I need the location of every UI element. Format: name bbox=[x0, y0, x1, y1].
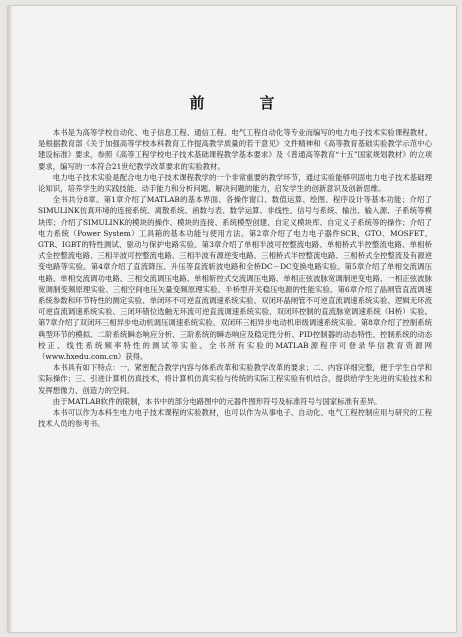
preface-paragraph-4: 本书具有如下特点：一、紧密配合教学内容与体系改革和实验教学改革的要求；二、内容详细完整，便于学生自学和实际操作；三、引进计算机仿真技术，将计算机仿真实验与传统的实际工程实验有机结合，提供给学生先进的实验技术和发挥想像力、创造力的空间。 bbox=[38, 363, 432, 395]
preface-paragraph-6: 本书可以作为本科生电力电子技术课程的实验教材，也可以作为从事电子、自动化、电气工程控制应用与研究的工程技术人员的参考书。 bbox=[38, 408, 432, 429]
page-title: 前 言 bbox=[189, 94, 295, 112]
preface-body bbox=[38, 127, 432, 429]
preface-paragraph-1: 本书是为高等学校自动化、电子信息工程、通信工程、电气工程自动化等专业而编写的电力电子技术实验课程教材。是根据教育部《关于加强高等学校本科教育工作提高教学质量的若干意见》文件精神和《高等教育基础实验教学示范中心建设标准》要求，参照《高等工程学校电子技术基础课程教学基本要求》及《普通高等教育“十五”国家规划教材》的立项要求，编写的一本符合21世纪教学改革要求的实验教材。 bbox=[38, 128, 432, 171]
book-page bbox=[8, 6, 456, 632]
preface-paragraph-5: 由于MATLAB软件的限制，本书中的部分电路图中的元器件图形符号及标准符号与国家标准有差异。 bbox=[52, 396, 382, 406]
preface-paragraph-2: 电力电子技术实验是配合电力电子技术课程教学的一个非常重要的教学环节，通过实验能够巩固电力电子技术基础理论知识，培养学生的实践技能、动手能力和分析问题、解决问题的能力，启发学生的创新意识及创新思维。 bbox=[38, 172, 432, 194]
preface-paragraph-3: 全书共分8章。第1章介绍了MATLAB的基本界面、各操作窗口、数值运算、绘图、程序设计等基本功能；介绍了SIMULINK仿真环境的连接系统、离散系统、函数与表、数学运算、非线性、信号与系统、输出、输入源、子系统等模块库；介绍了SIMULINK的模块的操作、模块的连接、系统模型创建、自定义模块库、自定义子系统等的操作；介绍了电力系统（Power System）工具箱的基本功能与使用方法。第2章介绍了电力电子器件SCR、GTO、MOSFET、GTR、IGBT的特性测试、驱动与保护电路实验。第3章介绍了单相半波可控整流电路、单相桥式半控整流电路、单相桥式全控整流电路、三相半波可控整流电路、三相半波有源逆变电路、三相桥式半控整流电路、三相桥式全控整流及有源逆变电路等实验。第4章介绍了直流降压、升压等直流斩波电路和全桥DC－DC变换电路实验。第5章介绍了单相交流调压电路、单相交流调功电路、三相交流调压电路、单相斩控式交流调压电路、单相正弦波脉宽调制逆变电路、一相正弦波脉宽调制变频原理实验、三相空间电压矢量变频原理实验、半桥型开关稳压电源的性能实验。第6章介绍了晶闸管直流调速系统参数和环节特性的测定实验、单闭环不可逆直流调速系统实验、双闭环晶闸管不可逆直流调速系统实验、逻辑无环流可逆直流调速系统实验、三闭环错位选触无环流可逆直流调速系统实验、双闭环控制的直流脉宽调速系统（H桥）实验。第7章介绍了双闭环三相异步电动机调压调速系统实验、双闭环三相异步电动机串级调速系统实验。第8章介绍了控制系统典型环节的模拟、二阶系统瞬态响应分析、三阶系统的瞬态响应及稳定性分析、PID控制器的动态特性、控制系统的动态校正、线性系统频率特性的测试等实验。全书所有实验的MATLAB源程序可登录华信教育资源网（www.hxedu.com.cn）获得。 bbox=[38, 195, 432, 362]
